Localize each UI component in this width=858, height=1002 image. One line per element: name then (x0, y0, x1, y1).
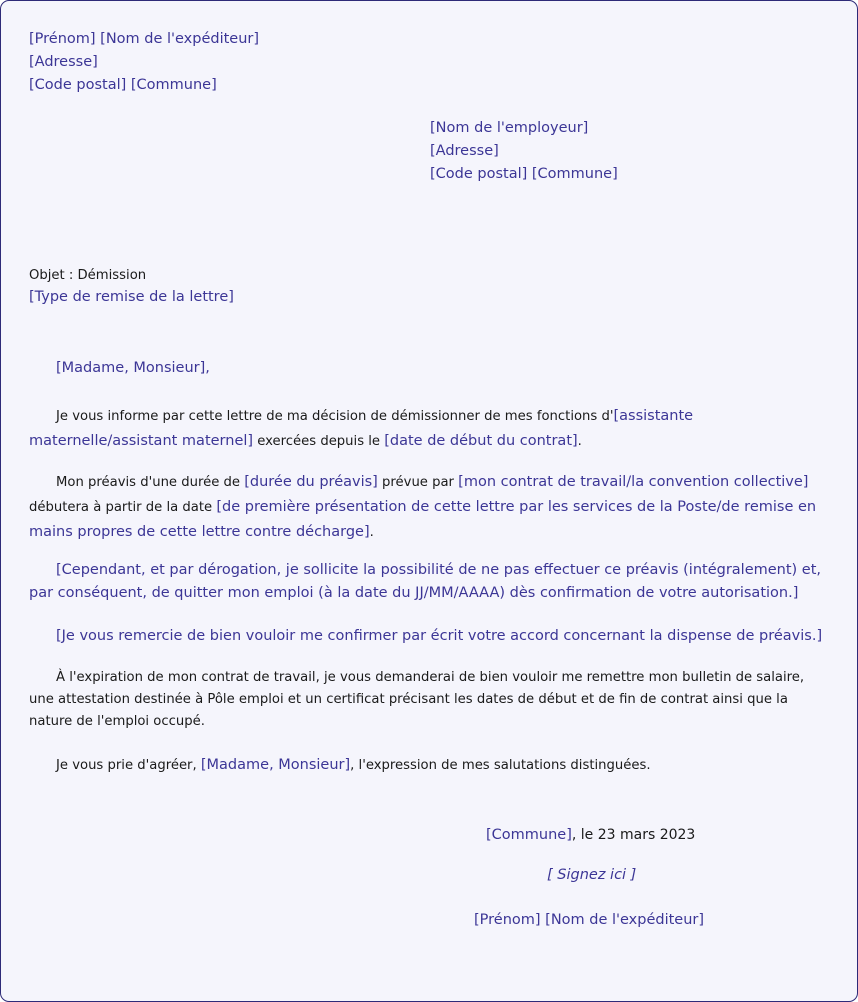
paragraph-position (29, 403, 829, 453)
closing-date: , le 23 mars 2023 (571, 827, 696, 843)
p5-line-1: À l'expiration de mon contrat de travail, je vous demanderai de bien vouloir me remettre mon bulletin de salaire, (56, 670, 805, 685)
p6-text-c: , l'expression de mes salutations distinguées. (350, 758, 651, 773)
sender-name: [Prénom] [Nom de l'expéditeur] (29, 31, 260, 47)
p1-job-title-cont: maternelle/assistant maternel] (29, 433, 254, 449)
place-date (486, 824, 695, 843)
p1-text-a: Je vous informe par cette lettre de ma décision de démissionner de mes fonctions d' (56, 409, 614, 424)
salutation: [Madame, Monsieur], (56, 360, 210, 376)
p1-period: . (577, 434, 582, 449)
paragraph-expiration (29, 667, 829, 733)
p2-text-c: prévue par (377, 475, 459, 490)
recipient-address: [Adresse] (430, 143, 499, 159)
p6-text-a: Je vous prie d'agréer, (56, 758, 201, 773)
p1-text-d: exercées depuis le (253, 434, 385, 449)
p4-line: [Je vous remercie de bien vouloir me confirmer par écrit votre accord concernant la dispense de préavis.] (56, 628, 823, 644)
p2-period: . (369, 525, 374, 540)
paragraph-notice (29, 469, 829, 544)
delivery-type: [Type de remise de la lettre] (29, 289, 234, 305)
paragraph-derogation (29, 559, 829, 605)
paragraph-thanks (29, 625, 829, 648)
recipient-city: [Code postal] [Commune] (430, 166, 618, 182)
p3-line-2: par conséquent, de quitter mon emploi (à la date du JJ/MM/AAAA) dès confirmation de votre autorisation.] (29, 585, 799, 601)
p3-line-1: [Cependant, et par dérogation, je sollicite la possibilité de ne pas effectuer ce préavis (intégralement) et, (56, 562, 822, 578)
p1-job-title: [assistante (613, 408, 694, 424)
p2-text-e: débutera à partir de la date (29, 500, 217, 515)
p5-line-2: une attestation destinée à Pôle emploi et un certificat précisant les dates de début et de fin de contrat ainsi que la (29, 692, 788, 707)
p2-text-a: Mon préavis d'une durée de (56, 475, 245, 490)
closing-place: [Commune] (486, 827, 572, 843)
paragraph-closing (29, 752, 829, 777)
p2-start-ref: [de première présentation de cette lettre par les services de la Poste/de remise en (216, 499, 817, 515)
p5-line-3: nature de l'emploi occupé. (29, 714, 205, 729)
p2-start-ref-cont: mains propres de cette lettre contre décharge] (29, 524, 370, 540)
recipient-name: [Nom de l'employeur] (430, 120, 589, 136)
subject-label: Objet : Démission (29, 268, 147, 283)
sender-city: [Code postal] [Commune] (29, 77, 217, 93)
signer-name: [Prénom] [Nom de l'expéditeur] (474, 912, 705, 928)
p1-start-date: [date de début du contrat] (384, 433, 578, 449)
p6-salutation: [Madame, Monsieur] (200, 757, 351, 773)
sign-here: [ Signez ici ] (547, 867, 637, 883)
sender-address: [Adresse] (29, 54, 98, 70)
p2-contract-ref: [mon contrat de travail/la convention collective] (458, 474, 809, 490)
p2-notice-duration: [durée du préavis] (244, 474, 378, 490)
